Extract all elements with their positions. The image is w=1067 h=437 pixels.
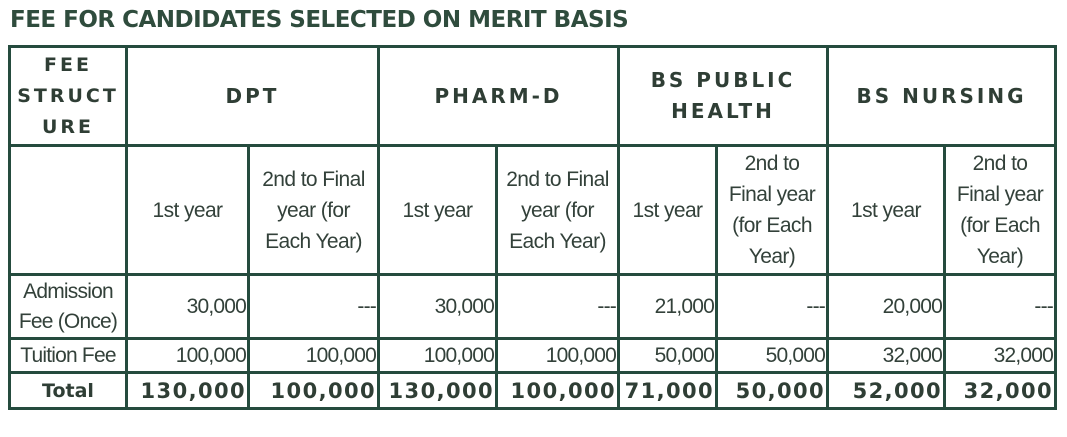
fee-cell: 100,000 [379,339,497,373]
subheader-line: (for Each [732,214,812,237]
fee-cell: --- [249,275,379,339]
fee-cell: --- [497,275,619,339]
fee-cell: --- [717,275,828,339]
subheader-line: 2nd to Final [506,167,609,191]
subheader-line: Final year [728,183,816,206]
program-name: HEALTH [671,99,775,123]
header-line: URE [41,115,95,138]
program-header-bs-nursing [828,47,1056,146]
subheader-line: year (for [277,198,350,222]
fee-cell: 50,000 [619,339,717,373]
subheader-line: Year) [976,245,1024,268]
program-header-pharmd [379,47,619,146]
bsn-first-year-header: 1st year [828,146,945,275]
program-name: DPT [225,83,280,108]
program-header-bs-public-health [619,47,828,146]
header-row [10,47,1056,146]
fee-cell: 32,000 [828,339,945,373]
subheader-line: Each Year) [509,229,606,253]
total-cell: 32,000 [945,373,1056,409]
admission-fee-row [10,275,1056,339]
fee-structure-header [10,47,127,146]
subheader-line: (for Each [960,214,1040,237]
year-subheader-row [10,146,1056,275]
total-cell: 100,000 [249,373,379,409]
total-cell: 130,000 [379,373,497,409]
bsn-rest-years-header [945,146,1056,275]
subheader-line: 2nd to [744,152,800,175]
tuition-fee-label: Tuition Fee [10,339,127,373]
subheader-line: 2nd to Final [262,167,365,191]
fee-cell: 100,000 [497,339,619,373]
subheader-line: Final year [956,183,1044,206]
program-name: PHARM-D [434,83,563,108]
row-label-line: Fee (Once) [18,309,118,333]
fee-cell: 20,000 [828,275,945,339]
program-header-dpt [127,47,379,146]
fee-table [8,45,1057,410]
fee-cell: 30,000 [127,275,249,339]
subheader-line: year (for [521,198,594,222]
subheader-line: Each Year) [265,229,362,253]
fee-cell: --- [945,275,1056,339]
program-name: BS NURSING [856,83,1027,108]
page-title: FEE FOR CANDIDATES SELECTED ON MERIT BASIS [10,7,629,33]
dpt-first-year-header: 1st year [127,146,249,275]
total-row [10,373,1056,409]
total-cell: 52,000 [828,373,945,409]
tuition-fee-row [10,339,1056,373]
empty-cell [10,146,127,275]
fee-cell: 100,000 [127,339,249,373]
pharmd-first-year-header: 1st year [379,146,497,275]
row-label-line: Admission [23,279,113,303]
fee-cell: 30,000 [379,275,497,339]
admission-fee-label [10,275,127,339]
total-cell: 130,000 [127,373,249,409]
dpt-rest-years-header [249,146,379,275]
total-cell: 71,000 [619,373,717,409]
fee-cell: 21,000 [619,275,717,339]
bsph-rest-years-header [717,146,828,275]
pharmd-rest-years-header [497,146,619,275]
bsph-first-year-header: 1st year [619,146,717,275]
fee-cell: 100,000 [249,339,379,373]
fee-cell: 50,000 [717,339,828,373]
total-cell: 100,000 [497,373,619,409]
subheader-line: 2nd to [972,152,1028,175]
program-name: BS PUBLIC [650,68,796,92]
header-line: FEE [44,53,92,76]
subheader-line: Year) [748,245,796,268]
total-label: Total [10,373,127,409]
total-cell: 50,000 [717,373,828,409]
header-line: STRUCT [17,84,119,107]
fee-cell: 32,000 [945,339,1056,373]
